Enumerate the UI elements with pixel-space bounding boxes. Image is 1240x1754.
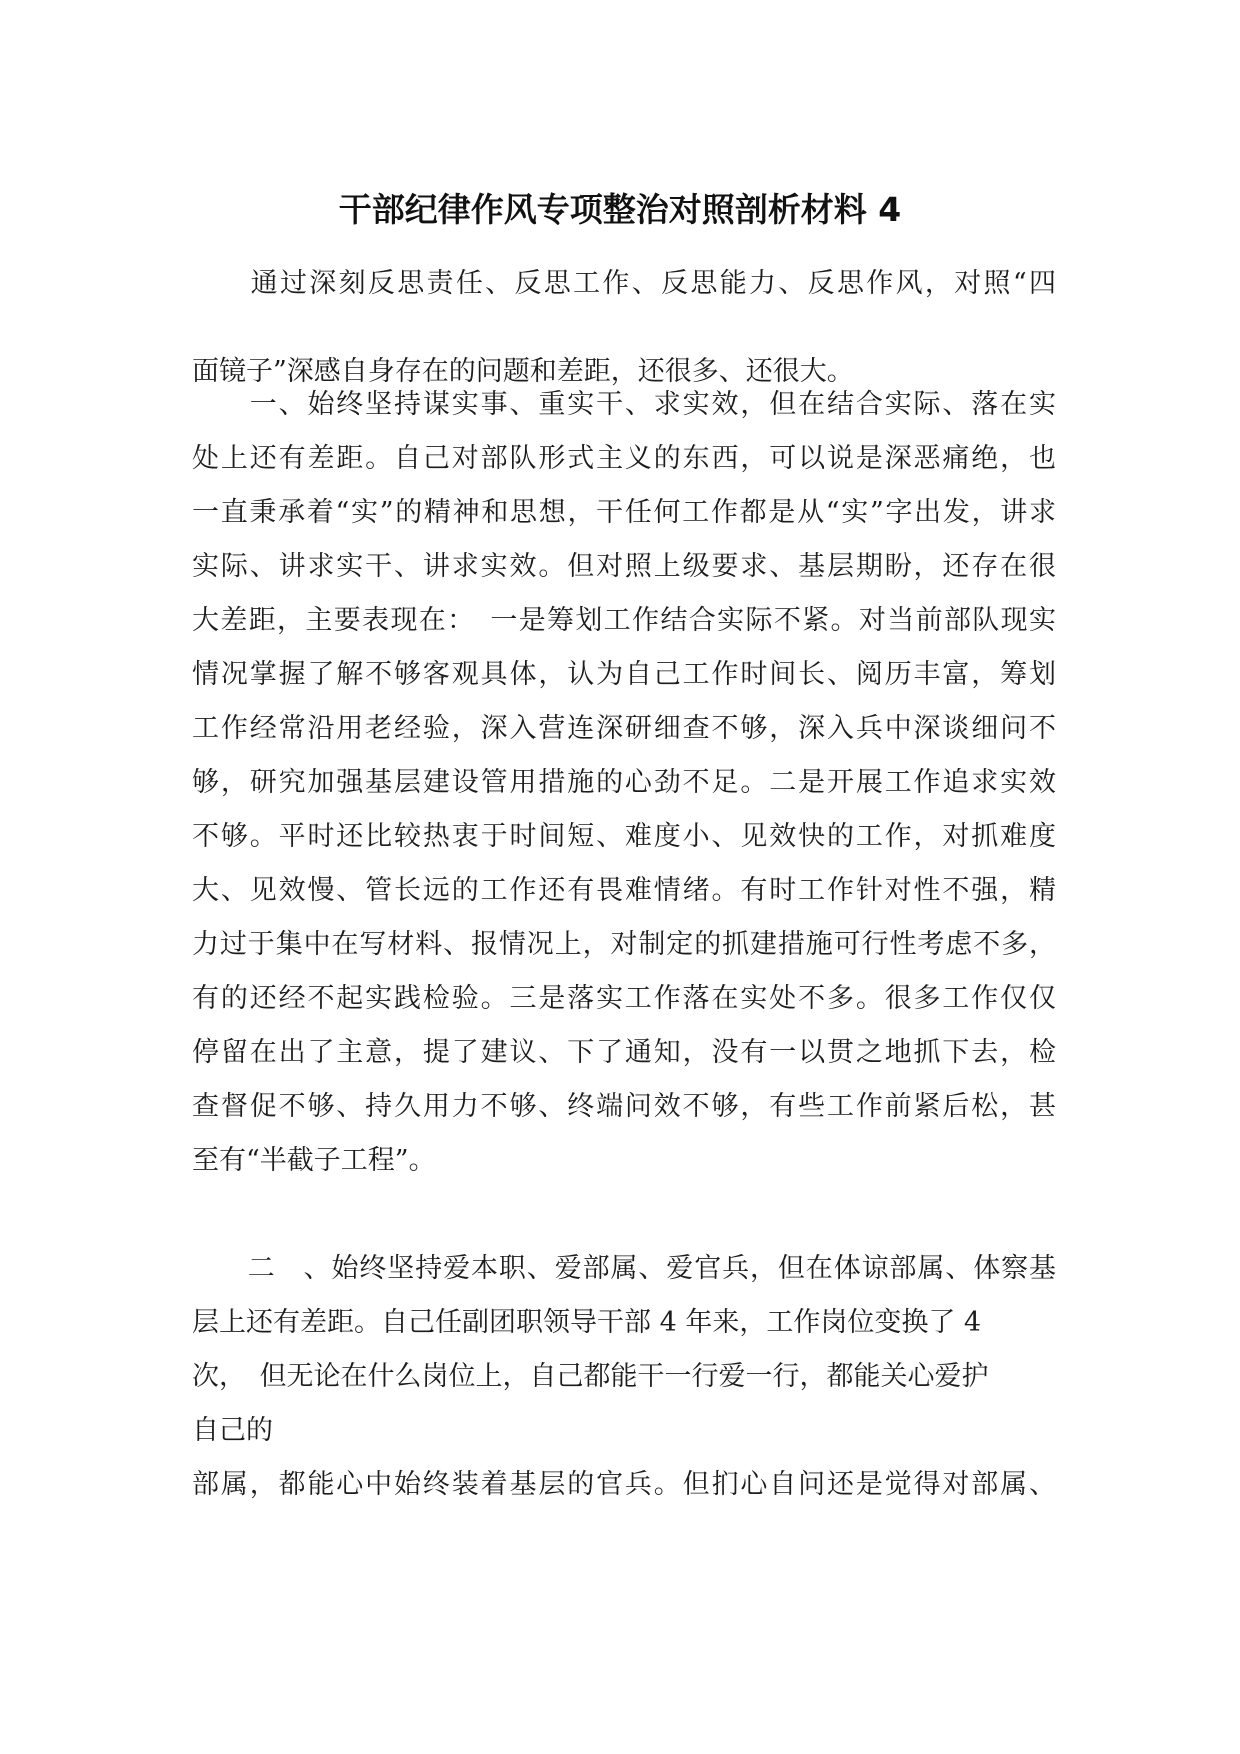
text-line: 不够。平时还比较热衷于时间短、难度小、见效快的工作，对抓难度 bbox=[192, 821, 1056, 852]
text-line: 面镜子”深感自身存在的问题和差距，还很多、还很大。 bbox=[192, 356, 854, 387]
paragraph-section-two bbox=[192, 1242, 1056, 1512]
document-title: 干部纪律作风专项整治对照剖析材料 4 bbox=[338, 190, 902, 229]
text-line: 有的还经不起实践检验。三是落实工作落在实处不多。很多工作仅仅 bbox=[192, 983, 1056, 1014]
paragraph-section-one bbox=[192, 378, 1056, 1188]
text-line: 至有“半截子工程”。 bbox=[192, 1145, 436, 1176]
text-line: 层上还有差距。自己任副团职领导干部 4 年来，工作岗位变换了 4 bbox=[192, 1307, 982, 1338]
text-line: 情况掌握了解不够客观具体，认为自己工作时间长、阅历丰富，筹划 bbox=[192, 659, 1056, 690]
text-line: 力过于集中在写材料、报情况上，对制定的抓建措施可行性考虑不多， bbox=[192, 929, 1056, 960]
text-line: 二 、始终坚持爱本职、爱部属、爱官兵，但在体谅部属、体察基 bbox=[192, 1253, 1056, 1284]
text-line: 通过深刻反思责任、反思工作、反思能力、反思作风，对照“四 bbox=[192, 268, 1056, 299]
text-line: 大差距，主要表现在： 一是筹划工作结合实际不紧。对当前部队现实 bbox=[192, 605, 1056, 636]
text-line: 停留在出了主意，提了建议、下了通知，没有一以贯之地抓下去，检 bbox=[192, 1037, 1056, 1068]
text-line: 次， 但无论在什么岗位上，自己都能干一行爱一行，都能关心爱护 bbox=[192, 1361, 989, 1392]
text-line: 自己的 bbox=[192, 1415, 273, 1446]
text-line: 处上还有差距。自己对部队形式主义的东西，可以说是深恶痛绝，也 bbox=[192, 443, 1056, 474]
text-line: 一、始终坚持谋实事、重实干、求实效，但在结合实际、落在实 bbox=[192, 389, 1056, 420]
text-line: 工作经常沿用老经验，深入营连深研细查不够，深入兵中深谈细问不 bbox=[192, 713, 1056, 744]
text-line: 大、见效慢、管长远的工作还有畏难情绪。有时工作针对性不强，精 bbox=[192, 875, 1056, 906]
text-line: 够，研究加强基层建设管用措施的心劲不足。二是开展工作追求实效 bbox=[192, 767, 1056, 798]
text-line: 实际、讲求实干、讲求实效。但对照上级要求、基层期盼，还存在很 bbox=[192, 551, 1056, 582]
text-line: 一直秉承着“实”的精神和思想，干任何工作都是从“实”字出发，讲求 bbox=[192, 497, 1056, 528]
text-line: 查督促不够、持久用力不够、终端问效不够，有些工作前紧后松，甚 bbox=[192, 1091, 1056, 1122]
text-line: 部属，都能心中始终装着基层的官兵。但扪心自问还是觉得对部属、 bbox=[192, 1469, 1056, 1500]
